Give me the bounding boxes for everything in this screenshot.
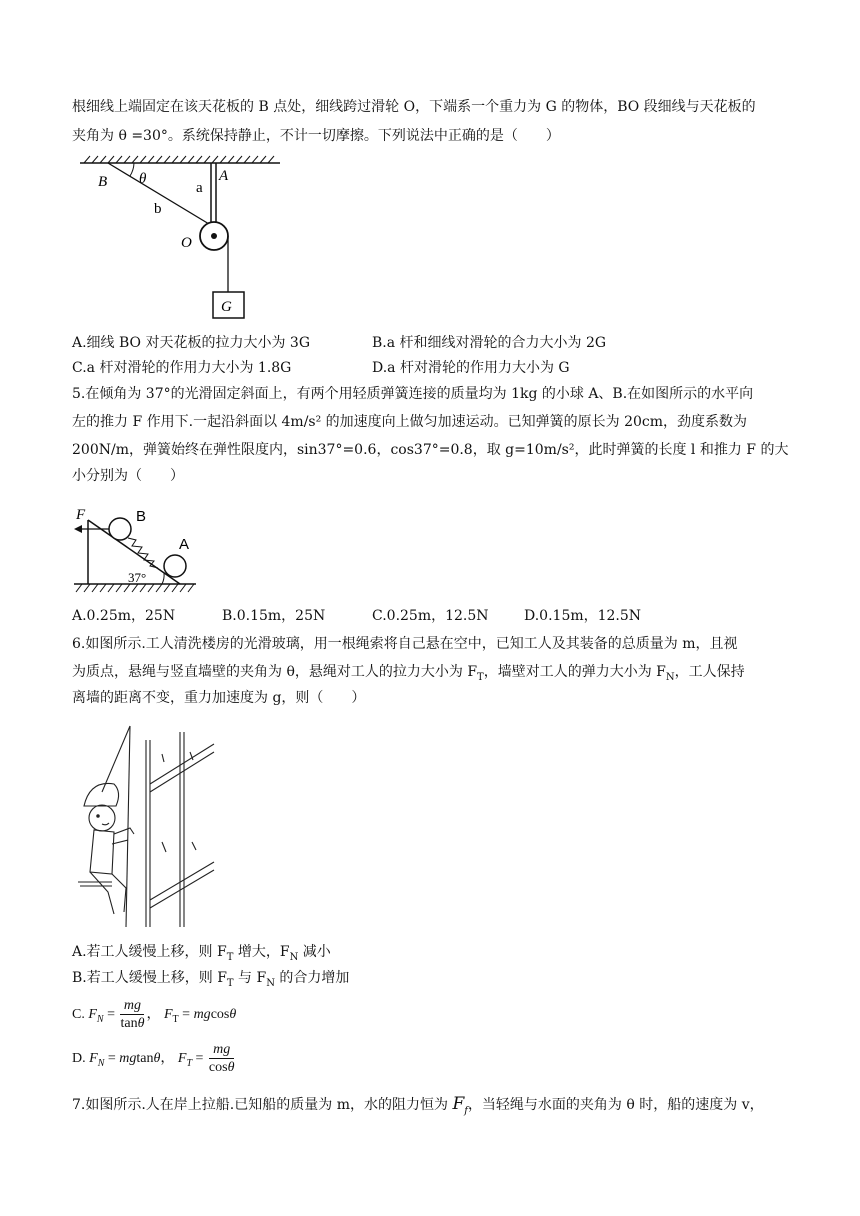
q5-text-line1: 5.在倾角为 37°的光滑固定斜面上，有两个用轻质弹簧连接的质量均为 1kg 的小球 A、B.在如图所示的水平向	[72, 386, 754, 402]
label-A: A	[219, 168, 229, 184]
label-a: a	[196, 180, 203, 196]
q5-text-line4: 小分别为（ ）	[72, 468, 184, 484]
q4-option-d: D.a 杆对滑轮的作用力大小为 G	[372, 360, 570, 376]
label-A: A	[179, 536, 190, 553]
q4-option-c: C.a 杆对滑轮的作用力大小为 1.8G	[72, 360, 292, 376]
label-theta: θ	[139, 171, 147, 187]
q6-option-b: B.若工人缓慢上移，则 $F_T$ 与 $F_N$ 的合力增加	[72, 970, 350, 989]
q4-text-line1: 根细线上端固定在该天花板的 B 点处，细线跨过滑轮 O，下端系一个重力为 G 的物体，BO 段细线与天花板的	[72, 99, 756, 115]
q6-worker-figure	[72, 722, 222, 932]
q5-incline-figure	[70, 502, 200, 594]
label-B: B	[136, 508, 147, 525]
label-b: b	[154, 201, 162, 217]
q4-option-b: B.a 杆和细线对滑轮的合力大小为 2G	[372, 335, 607, 351]
label-angle: 37°	[128, 570, 147, 585]
label-B: B	[98, 174, 108, 190]
q5-option-c: C.0.25m，12.5N	[372, 608, 489, 624]
label-G: G	[221, 299, 232, 315]
label-O: O	[181, 235, 192, 251]
q6-text-line2: 为质点，悬绳与竖直墙壁的夹角为 θ，悬绳对工人的拉力大小为 $F_T$，墙壁对工人的弹力大小为 $F_N$，工人保持	[72, 664, 745, 683]
q5-text-line3: 200N/m，弹簧始终在弹性限度内，sin37°=0.6，cos37°=0.8，取 g=10m/s²，此时弹簧的长度 l 和推力 F 的大	[72, 442, 789, 458]
q6-option-a: A.若工人缓慢上移，则 $F_T$ 增大，$F_N$ 减小	[72, 944, 331, 963]
q5-option-a: A.0.25m，25N	[72, 608, 176, 624]
q6-option-c: C. $F_N$ = $\frac{mg}{\tan\theta}$ ， $F_T = mgcos\theta$	[72, 998, 237, 1032]
q4-text-line2: 夹角为 θ =30°。系统保持静止，不计一切摩擦。下列说法中正确的是（ ）	[72, 128, 560, 144]
q6-text-line3: 离墙的距离不变，重力加速度为 g，则（ ）	[72, 690, 366, 706]
q5-option-d: D.0.15m，12.5N	[524, 608, 642, 624]
q6-text-line1: 6.如图所示.工人清洗楼房的光滑玻璃，用一根绳索将自己悬在空中，已知工人及其装备的总质量为 m，且视	[72, 636, 738, 652]
q5-text-line2: 左的推力 F 作用下.一起沿斜面以 4m/s² 的加速度向上做匀加速运动。已知弹簧的原长为 20cm，劲度系数为	[72, 414, 748, 430]
q4-option-a: A.细线 BO 对天花板的拉力大小为 3G	[72, 335, 311, 351]
label-F: F	[76, 507, 86, 523]
q5-option-b: B.0.15m，25N	[222, 608, 326, 624]
q4-pulley-figure	[76, 155, 296, 325]
q7-text-line1: 7.如图所示.人在岸上拉船.已知船的质量为 m，水的阻力恒为 $F_f$，当轻绳与水面的夹角为 θ 时，船的速度为 v，	[72, 1094, 764, 1117]
q6-option-d: D. $F_N = mgtan\theta$， $F_T$ = $\frac{mg}{\cos\theta}$	[72, 1042, 235, 1076]
